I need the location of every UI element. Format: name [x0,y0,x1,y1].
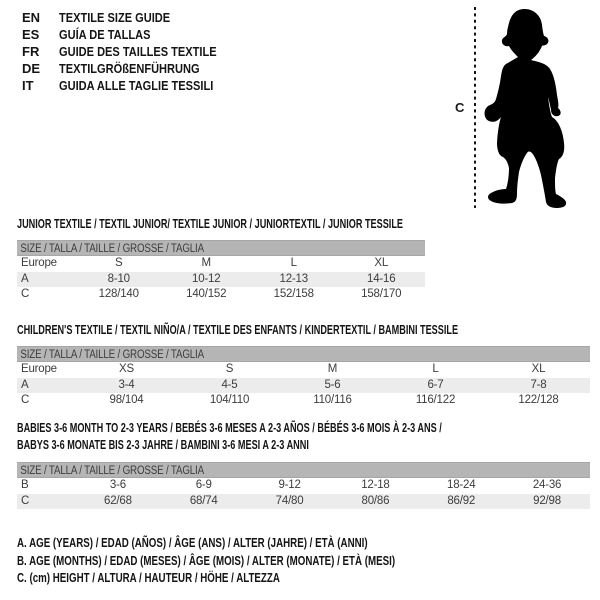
size-header-bar [17,462,590,478]
table-title-line: CHILDREN'S TEXTILE / TEXTIL NIÑO/A / TEXTILE DES ENFANTS / KINDERTEXTIL / BAMBINI TESSILE [17,323,459,337]
size-cell: 74/80 [275,494,304,507]
table-row [17,362,590,378]
language-title: GUIDA ALLE TAGLIE TESSILI [59,78,214,93]
size-cell: S [115,257,123,269]
size-cell: 86/92 [447,494,476,507]
size-cell: M [201,257,211,269]
language-row [22,77,244,94]
size-cell: 12-18 [361,479,390,491]
size-cell: 5-6 [324,378,341,391]
language-row [22,26,244,43]
size-cell: XS [119,363,134,375]
language-code: ES [22,27,40,42]
junior-size-table [17,240,425,303]
children-size-table [17,346,590,409]
size-cell: 98/104 [109,394,144,406]
row-label: B [21,479,29,491]
table-row [17,287,425,303]
size-header-label: SIZE / TALLA / TAILLE / GRÖSSE / TAGLIA [20,465,204,477]
junior-table-title [17,216,403,233]
size-cell: S [225,363,234,375]
size-header-bar [17,346,590,362]
size-cell: 9-12 [278,479,301,491]
row-label: Europe [21,257,57,269]
size-cell: 152/158 [273,288,314,300]
language-row [22,9,244,26]
size-cell: 4-5 [221,378,238,391]
size-cell: XL [531,363,546,375]
language-title: GUIDE DES TAILLES TEXTILE [59,44,217,59]
size-cell: 116/122 [415,394,456,406]
size-cell: 110/116 [313,394,352,406]
size-cell: 122/128 [518,394,559,406]
table-title-line: JUNIOR TEXTILE / TEXTIL JUNIOR/ TEXTILE JUNIOR / JUNIORTEXTIL / JUNIOR TESSILE [17,217,404,231]
size-cell: XL [374,257,389,269]
row-label: Europe [21,363,57,375]
footnotes [17,535,502,588]
row-label: C [21,394,30,406]
language-code: FR [22,44,40,59]
baby-silhouette-icon [485,9,567,208]
size-cell: 3-4 [118,378,135,391]
size-cell: 158/170 [361,288,402,300]
table-title-line: BABYS 3-6 MONATE BIS 2-3 JAHRE / BAMBINI 3-6 MESI A 2-3 ANNI [17,438,309,452]
language-code: DE [22,61,41,76]
language-title: GUÍA DE TALLAS [59,27,151,42]
language-code: IT [22,78,34,93]
baby-silhouette-figure [470,0,600,215]
size-cell: 80/86 [361,494,390,507]
size-cell: 12-13 [279,272,308,285]
row-label: A [21,272,29,285]
language-row [22,60,244,77]
size-header-label: SIZE / TALLA / TAILLE / GRÖSSE / TAGLIA [20,349,204,361]
language-title: TEXTILGRÖßENFÜHRUNG [59,61,200,76]
footnote-line: C. (cm) HEIGHT / ALTURA / HAUTEUR / HÖHE / ALTEZZA [17,571,280,585]
table-row [17,478,590,494]
size-header-label: SIZE / TALLA / TAILLE / GRÖSSE / TAGLIA [20,243,204,255]
language-code: EN [22,10,41,25]
size-cell: 8-10 [107,272,130,285]
size-cell: 24-36 [532,479,562,491]
row-label: A [21,378,29,391]
table-row [17,272,425,288]
height-marker-label: C [455,100,465,115]
babies-table-title [17,420,442,454]
size-cell: 6-7 [427,378,444,391]
table-row [17,378,590,394]
size-cell: L [432,363,439,375]
size-cell: 7-8 [530,378,547,391]
size-cell: 10-12 [192,272,221,285]
table-row [17,494,590,510]
size-cell: 6-9 [195,479,212,491]
row-label: C [21,288,30,300]
table-row [17,393,590,409]
babies-size-table [17,462,590,509]
language-title: TEXTILE SIZE GUIDE [59,10,171,25]
size-cell: M [327,363,338,375]
language-row [22,43,244,60]
size-cell: 140/152 [186,288,227,300]
size-cell: 92/98 [533,494,561,507]
size-cell: 128/140 [98,288,139,300]
table-title-line: BABIES 3-6 MONTH TO 2-3 YEARS / BEBÉS 3-6 MESES A 2-3 AÑOS / BÉBÉS 3-6 MOIS À 2-3 ANS / [17,421,442,435]
size-cell: 3-6 [109,479,126,491]
size-header-bar [17,240,425,256]
size-cell: 68/74 [189,494,218,507]
table-row [17,256,425,272]
footnote-line: A. AGE (YEARS) / EDAD (AÑOS) / ÂGE (ANS) / ALTER (JAHRE) / ETÀ (ANNI) [17,536,368,550]
size-cell: L [290,257,297,269]
size-cell: 18-24 [447,479,476,491]
footnote-line: B. AGE (MONTHS) / EDAD (MESES) / ÂGE (MOIS) / ALTER (MONATE) / ETÀ (MESI) [17,553,396,568]
size-cell: 104/110 [209,394,250,406]
size-cell: 14-16 [367,272,396,285]
size-cell: 62/68 [104,494,132,507]
children-table-title [17,322,458,339]
language-list [22,9,244,94]
row-label: C [21,494,30,507]
